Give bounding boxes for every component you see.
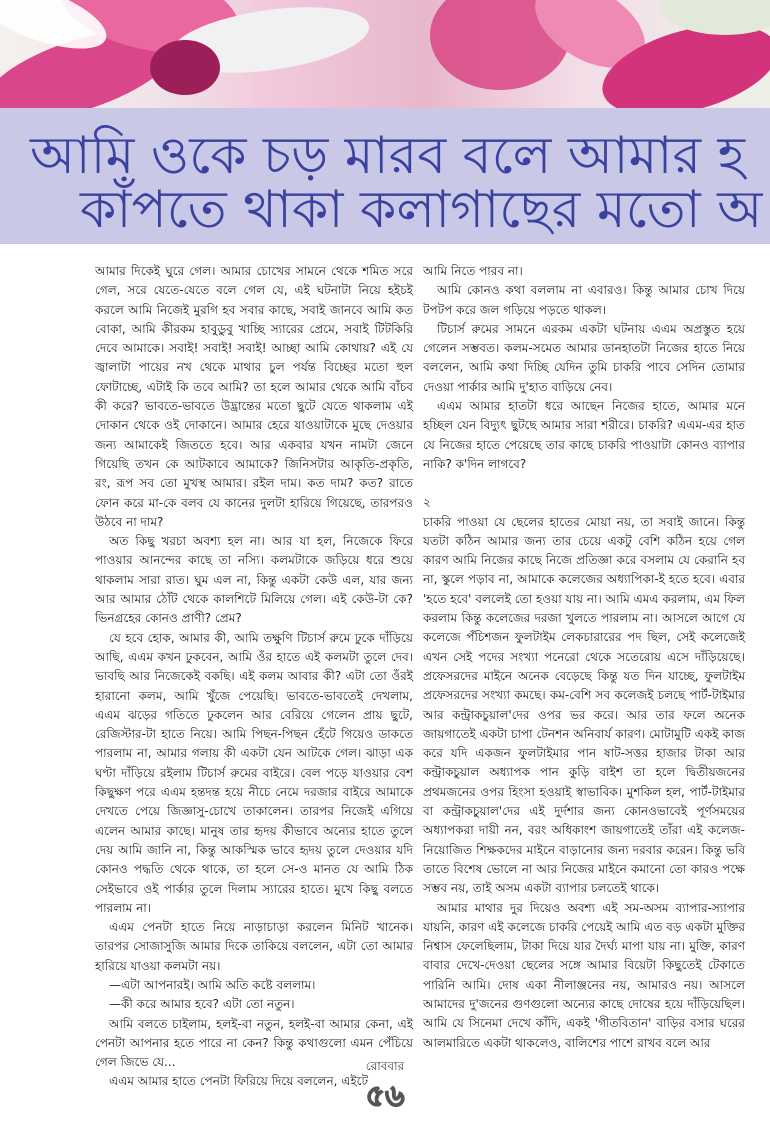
headline-line-2: কাঁপতে থাকা কলাগাছের মতো অ (80, 180, 763, 240)
magazine-name: রোববার (365, 1059, 405, 1073)
flower-petal (660, 0, 770, 35)
paragraph: চাকরি পাওয়া যে ছেলের হাতের মোয়া নয়, তা সবাই জানে। কিন্তু যতটা কঠিন আমার জন্য তার চেয়ে একটু বেশি কঠিন হয়ে গেল কারণ আমি নিজের কাছে নিজে প্রতিজ্ঞা করে বসলাম যে কেরানি হব না, স্কুলে পড়াব না, আমাকে কলেজের অধ্যাপিকা-ই হতে হবে। এবার 'হতে হবে' বললেই তো হওয়া যায় না। আমি এমএ করলাম, এম ফিল করলাম কিন্তু কলেজের দরজা খুলতে পারলাম না। আসলে আগে যে কলেজে পঁচিশজন ফুলটাইম লেকচারারের পদ ছিল, সেই কলেজেই এখন সেই পদের সংখ্যা পনেরো থেকে সতেরোয় এসে দাঁড়িয়েছে। প্রফেসরদের মাইনে অনেক বেড়েছে কিন্তু যত দিন যাচ্ছে, ফুলটাইম প্রফেসরদের সংখ্যা কমছে। কম-বেশি সব কলেজই চলছে পার্ট-টাইমার আর কন্ট্রাকচুয়াল'দের ওপর ভর করে। আর তার ফলে অনেক জায়গাতেই একটা চাপা টেনশন অনিবার্য কারণ। মোটামুটি একই কাজ করে যদি একজন ফুলটাইমার পান ষাট-সত্তর হাজার টাকা আর কন্ট্রাকচুয়াল অধ্যাপক পান কুড়ি বাইশ তা হলে দ্বিতীয়জনের প্রথমজনের ওপর হিংসা হওয়াই স্বাভাবিক। মুশকিল হল, পার্ট-টাইমার বা কন্ট্রাকচুয়াল'দের এই দুর্দশার জন্য কোনওভাবেই পূর্ণসময়ের অধ্যাপকরা দায়ী নন, বরং অধিকাংশ জায়গাতেই তাঁরা এই কলেজ-নিয়োজিত শিক্ষকদের মাইনে বাড়ানোর জন্য দরবার করেন। কিন্তু ভবি তাতে বিশেষ ভোলে না আর নিজের মাইনে কমানো তো কারও পক্ষে সম্ভব নয়, তাই অসম একটা ব্যাপার চলতেই থাকে। (423, 514, 745, 896)
headline-line-1: আমি ওকে চড় মারব বলে আমার হ (30, 126, 745, 186)
flower-center (150, 40, 220, 95)
section-number: ২ (423, 495, 431, 510)
headline-banner (0, 108, 770, 244)
paragraph: এএম পেনটা হাতে নিয়ে নাড়াচাড়া করলেন মিনিট খানেক। তারপর সোজাসুজি আমার দিকে তাকিয়ে বললেন, এটা তো আমার হারিয়ে যাওয়া কলমটা নয়। (95, 920, 413, 973)
paragraph: এএম আমার হাতে পেনটা ফিরিয়ে দিয়ে বললেন, এইটে (109, 1074, 369, 1089)
paragraph: —এটা আপনারই। আমি অতি কষ্টে বললাম। (109, 977, 316, 992)
paragraph: এএম আমার হাতটা ধরে আছেন নিজের হাতে, আমার মনে হচ্ছিল যেন বিদ্যুৎ ছুটছে আমার সারা শরীরে। চাকরি? এএম-এর হাত যে নিজের হাতে পেয়েছে তার কাছে চাকরি পাওয়াটা কোনও ব্যাপার নাকি? ক'দিন লাগবে? (423, 399, 745, 471)
text-column-right (423, 262, 745, 1053)
paragraph: যে হবে হোক, আমার কী, আমি তক্ষুণি টিচার্স রুমে ঢুকে দাঁড়িয়ে আছি, এএম কখন ঢুকবেন, আমি ওঁর হাতে এই কলমটা তুলে দেব। ভাবছি আর নিজেকেই বকছি। এই কলম আবার কী? এটা তো ওঁরই হারানো কলম, আমি খুঁজে পেয়েছি। ভাবতে-ভাবতেই দেখলাম, এএম ঝড়ের গতিতে ঢুকলেন আর বেরিয়ে গেলেন প্রায় ছুটে, রেজিস্টার-টা হাতে নিয়ে। আমি পিছন-পিছন হেঁটে গিয়েও ডাকতে পারলাম না, আমার গলায় কী একটা যেন আটকে গেল। ঝাড়া এক ঘণ্টা দাঁড়িয়ে রইলাম টিচার্স রুমের বাইরে। বেল পড়ে যাওয়ার বেশ কিছুক্ষণ পরে এএম হন্তদন্ত হয়ে নীচে নেমে দরজার বাইরে আমাকে দেখতে পেয়ে জিজ্ঞাসু-চোখে তাকালেন। তারপর নিজেই এগিয়ে এলেন আমার কাছে। মানুষ তার হৃদয় কীভাবে অন্যের হাতে তুলে দেয় আমি জানি না, কিন্তু আকস্মিক ভাবে হৃদয় তুলে দেওয়ার যদি কোনও পদ্ধতি থেকে থাকে, তা হলে সে-ও মানত যে আমি ঠিক সেইভাবে ওই পার্কার তুলে দিলাম স্যারের হাতে। মুখে কিছু বলতে পারলাম না। (95, 630, 413, 915)
paragraph: টিচার্স রুমের সামনে এরকম একটা ঘটনায় এএম অপ্রস্তুত হয়ে গেলেন সম্ভবত। কলম-সমেত আমার ডানহাতটা নিজের হাতে নিয়ে বললেন, আমি কথা দিচ্ছি যেদিন তুমি চাকরি পাবে সেদিন তোমার দেওয়া পার্কার আমি দু'হাত বাড়িয়ে নেব। (423, 321, 745, 394)
paragraph: আমি বলতে চাইলাম, হলই-বা নতুন, হলই-বা আমার কেনা, এই পেনটা আপনার হতে পারে না কেন? কিন্তু কথাগুলো এমন পেঁচিয়ে গেল জিভে যে... (95, 1016, 413, 1070)
paragraph: অত কিছু খরচা অবশ্য হল না। আর যা হল, নিজেকে ফিরে পাওয়ার আনন্দের কাছে তা নস্যি। কলমটাকে জড়িয়ে ধরে শুয়ে থাকলাম সারা রাত। ঘুম এল না, কিন্তু একটা কেউ এল, যার জন্য আর আমার ঠোঁট থেকে কালশিটে মিলিয়ে গেল। এই কেউ-টা কে? ভিনগ্রহের কোনও প্রাণী? প্রেম? (95, 534, 413, 626)
paragraph: আমি নিতে পারব না। (423, 264, 523, 278)
page-number: ৫৬ (365, 1079, 405, 1114)
paragraph: আমার দিকেই ঘুরে গেল। আমার চোখের সামনে থেকে শমিত সরে গেল, সরে যেতে-যেতে বলে গেল যে, এই ঘটনাটা নিয়ে হইচই করলে আমি নিজেই মুরগি হব সবার কাছে, সবাই জানবে আমি কত বোকা, আমি কীরকম হাবুডুবু খাচ্ছি স্যারের প্রেমে, সবাই টিটকিরি দেবে আমাকে। সবাই! সবাই! সবাই! আচ্ছা আমি কোথায়? এই যে জ্বালাটা পায়ের নখ থেকে মাথার চুল পর্যন্ত বিচ্ছের মতো হুল ফোটাচ্ছে, এটাই কি তবে আমি? তা হলে আমার থেকে আমি বাঁচব কী করে? ভাবতে-ভাবতে উদ্ভ্রান্তের মতো ছুটে যেতে থাকলাম এই দোকান থেকে ওই দোকানে। আমার হেরে যাওয়াটাকে মুছে দেওয়ার জন্য আমাকেই জিততে হবে। আর একবার যখন নামটা জেনে গিয়েছি তখন কে আটকাবে আমাকে? জিনিসটার আকৃতি-প্রকৃতি, রং, রূপ সব তো মুখস্থ আমার। রইল দাম। কত দাম? কত? রাতে ফোন করে মা-কে বলব যে কানের দুলটা হারিয়ে গিয়েছে, তারপরও উঠবে না দাম? (95, 264, 413, 529)
paragraph: আমি কোনও কথা বললাম না এবারও। কিন্তু আমার চোখ দিয়ে টপটপ করে জল গড়িয়ে পড়তে থাকল। (423, 283, 745, 317)
header-flower-photo (0, 0, 770, 108)
text-column-left (95, 262, 413, 1092)
paragraph: —কী করে আমার হবে? এটা তো নতুন। (109, 997, 295, 1012)
paragraph: আমার মাথার দুর দিয়েও অবশ্য এই সম-অসম ব্যাপার-স্যাপার যায়নি, কারণ এই কলেজে চাকরি পেয়েই আমি এত বড় একটা মুক্তির নিশ্বাস ফেলেছিলাম, টাকা দিয়ে যার দৈর্ঘ্য মাপা যায় না। মুক্তি, কারণ বাবার দেখে-দেওয়া ছেলের সঙ্গে আমার বিয়েটা কিছুতেই টেকাতে পারিনি আমি। দোষ একা নীলাঞ্জনের নয়, আমারও নয়। আসলে আমাদের দু'জনের গুণগুলো অন্যের কাছে দোষের হয়ে দাঁড়িয়েছিল। আমি যে সিনেমা দেখে কাঁদি, একই 'গীতবিতান' বাড়ির বসার ঘরের আলমারিতে একটা থাকলেও, বালিশের পাশে রাখব বলে আর (423, 900, 745, 1050)
